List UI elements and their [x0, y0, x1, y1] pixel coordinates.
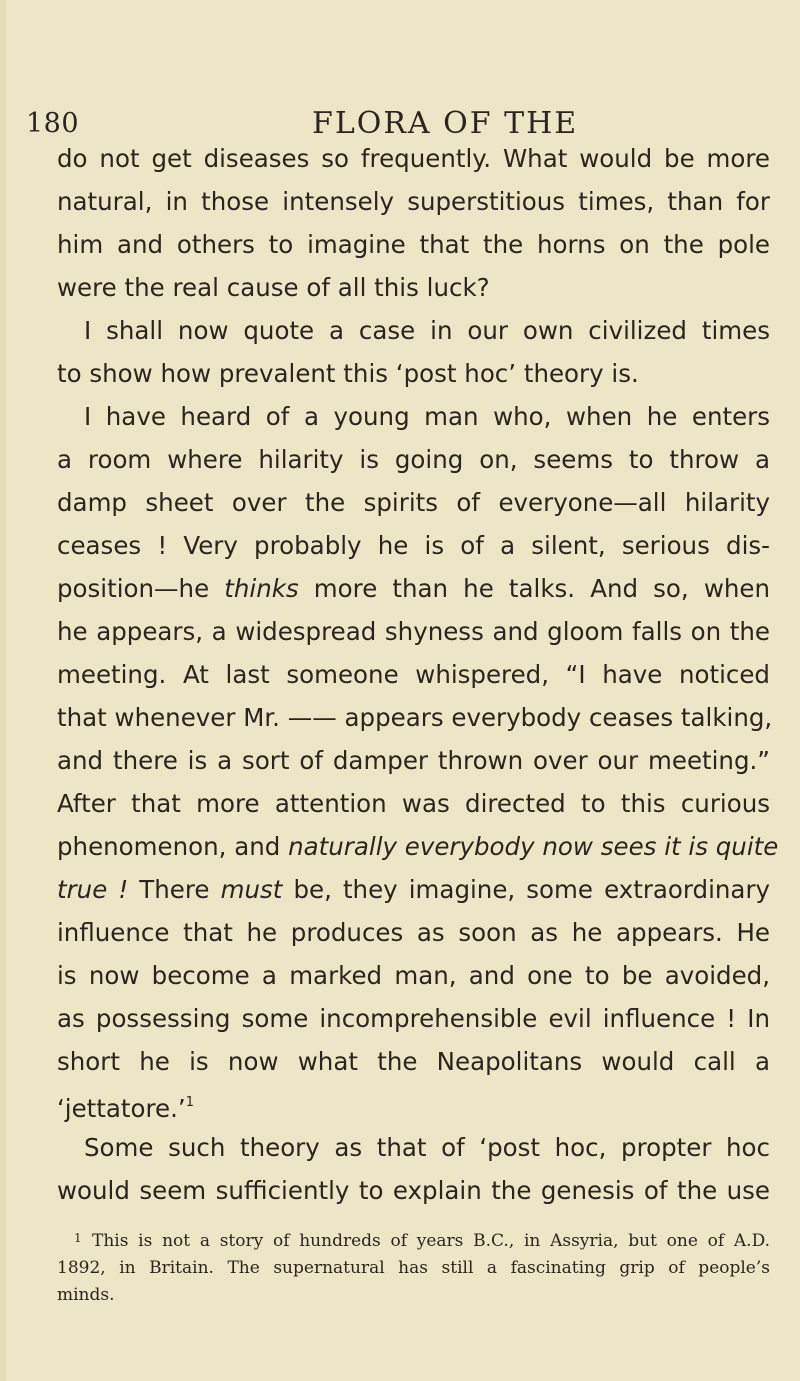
italic-phrase: naturally everybody now sees it is quite [288, 832, 779, 861]
text-line: natural, in those intensely superstitious times, than for [57, 187, 770, 216]
text-line: damp sheet over the spirits of everyone—all hilarity [57, 488, 770, 517]
footnote-line: This is not a story of hundreds of years B.C., in Assyria, but one of A.D. [92, 1231, 770, 1251]
text-line: I shall now quote a case in our own civilized times [84, 316, 770, 345]
text-line: phenomenon, and naturally everybody now sees it is quite [57, 832, 779, 861]
footnote-line: 1892, in Britain. The supernatural has still a fascinating grip of people’s [57, 1258, 770, 1278]
running-title: FLORA OF THE [312, 106, 579, 141]
page-edge [0, 0, 6, 1381]
footnote-marker: 1 [74, 1231, 82, 1245]
text-line: After that more attention was directed to this curious [57, 789, 770, 818]
text-line: were the real cause of all this luck? [57, 273, 490, 302]
text-line: he appears, a widespread shyness and gloom falls on the [57, 617, 770, 646]
text-line: Some such theory as that of ‘post hoc, propter hoc [84, 1133, 770, 1162]
italic-thinks: thinks [224, 574, 299, 603]
text-line: is now become a marked man, and one to be avoided, [57, 961, 770, 990]
text-line [57, 1090, 770, 1124]
text-line: do not get diseases so frequently. What would be more [57, 144, 770, 173]
text-line: influence that he produces as soon as he appears. He [57, 918, 770, 947]
italic-true: true ! [57, 875, 129, 904]
text-line: meeting. At last someone whispered, “I have noticed [57, 660, 770, 689]
text-line: and there is a sort of damper thrown over our meeting.” [57, 746, 770, 775]
text-line: true ! There must be, they imagine, some extraordinary [57, 875, 771, 904]
page-number: 180 [26, 108, 80, 139]
text-line: that whenever Mr. —— appears everybody ceases talking, [57, 703, 773, 732]
text-line: would seem sufficiently to explain the genesis of the use [57, 1176, 770, 1205]
text-line: him and others to imagine that the horns on the pole [57, 230, 770, 259]
footnote-ref: 1 [185, 1095, 194, 1110]
text-line: ceases ! Very probably he is of a silent, serious dis- [57, 531, 770, 560]
footnote-line: minds. [57, 1285, 115, 1305]
jettatore-text: ‘jettatore.’ [57, 1094, 186, 1124]
text-line: as possessing some incomprehensible evil influence ! In [57, 1004, 770, 1033]
text-line: short he is now what the Neapolitans would call a [57, 1047, 770, 1076]
italic-must: must [220, 875, 283, 904]
text-line: a room where hilarity is going on, seems to throw a [57, 445, 770, 474]
text-line: position—he thinks more than he talks. And so, when [57, 574, 770, 603]
text-line: to show how prevalent this ‘post hoc’ theory is. [57, 359, 639, 388]
text-line: I have heard of a young man who, when he enters [84, 402, 770, 431]
